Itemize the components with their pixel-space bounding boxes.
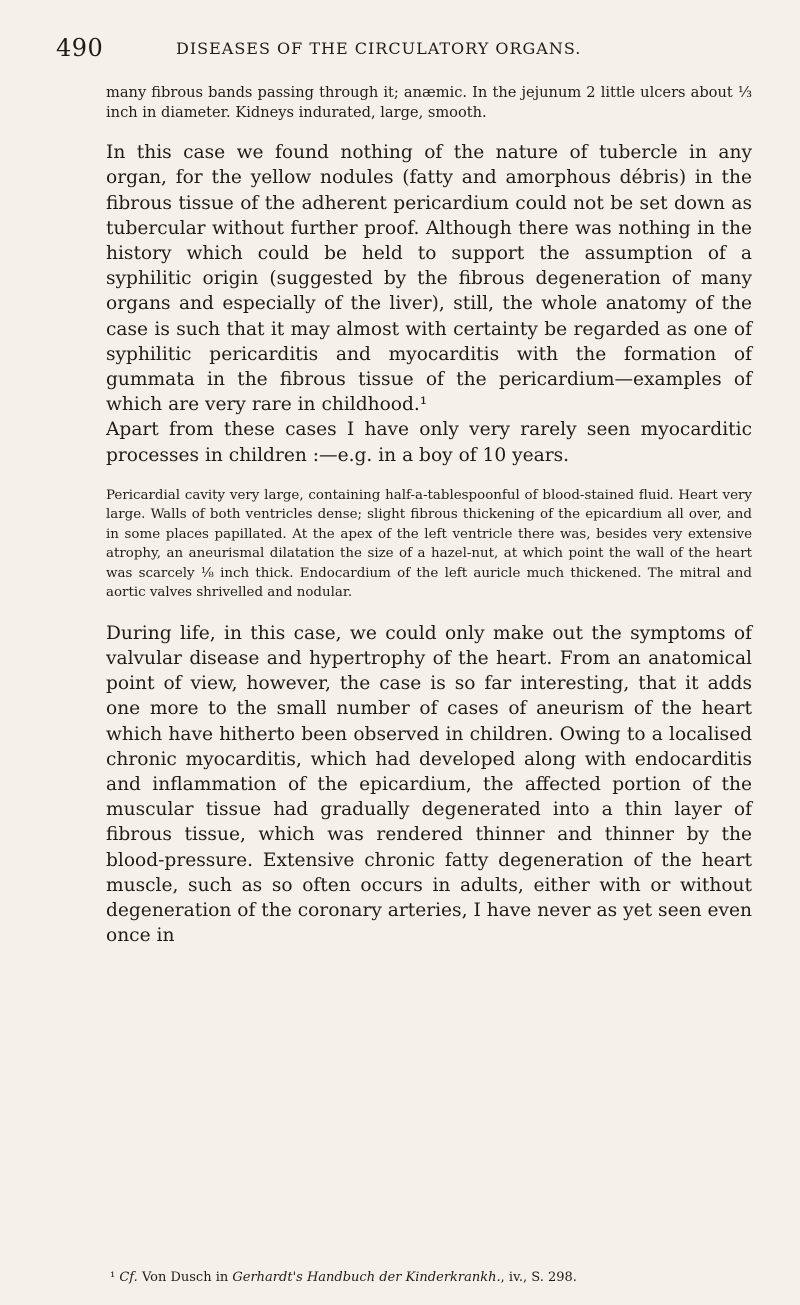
running-head: DISEASES OF THE CIRCULATORY ORGANS. (176, 39, 582, 58)
footnote-title: Gerhardt's Handbuch der Kinderkrankh. (232, 1270, 501, 1285)
paragraph-aneurism-discussion: During life, in this case, we could only make out the symptoms of valvular disease and hypertrophy of the heart. From an anatomical point of view, however, the case is so far interesting, that it adds one more to the small number of cases of aneurism of the heart which have hitherto been observed in children. Owing to a localised chronic myocarditis, which had developed along with endocarditis and inflammation of the epicardium, the affected portion of the muscular tissue had gradually degenerated into a thin layer of fibrous tissue, which was rendered thinner and thinner by the blood-pressure. Extensive chronic fatty degeneration of the heart muscle, such as so often occurs in adults, either with or without degeneration of the coronary arteries, I have never as yet seen even once in (106, 622, 752, 947)
footnote-cf: Cf. (119, 1270, 138, 1285)
paragraph-case-notes-continued: many fibrous bands passing through it; anæmic. In the jejunum 2 little ulcers about ⅓ inch in diameter. Kidneys indurated, large, smooth. (106, 84, 752, 121)
paragraph-discussion: In this case we found nothing of the nature of tubercle in any organ, for the yellow nodules (fatty and amorphous débris) in the fibrous tissue of the adherent pericardium could not be set down as tubercular without further proof. Although there was nothing in the history which could be held to support the assumption of a syphilitic origin (suggested by the fibrous degeneration of many organs and especially of the liver), still, the whole anatomy of the case is such that it may almost with certainty be regarded as one of syphilitic pericarditis and myocarditis with the formation of gummata in the fibrous tissue of the pericardium—examples of which are very rare in childhood.¹ (106, 142, 752, 416)
paragraph-myocarditic-intro: Apart from these cases I have only very rarely seen myocarditic processes in children :—e.g. in a boy of 10 years. (106, 419, 752, 466)
footnote-marker: ¹ (110, 1270, 116, 1285)
page-number: 490 (56, 34, 104, 62)
footnote-suffix: , iv., S. 298. (500, 1270, 577, 1285)
footnote (110, 1270, 577, 1286)
page-header (56, 34, 756, 64)
footnote-author: Von Dusch in (141, 1270, 229, 1285)
paragraph-case-report: Pericardial cavity very large, containing half-a-tablespoonful of blood-stained fluid. Heart very large. Walls of both ventricles dense; slight fibrous thickening of the epicardium all over, and in some places papillated. At the apex of the left ventricle there was, besides very extensive atrophy, an aneurismal dilatation the size of a hazel-nut, at which point the wall of the heart was scarcely ⅛ inch thick. Endocardium of the left auricle much thickened. The mitral and aortic valves shrivelled and nodular. (106, 487, 752, 601)
page-body (106, 83, 752, 948)
